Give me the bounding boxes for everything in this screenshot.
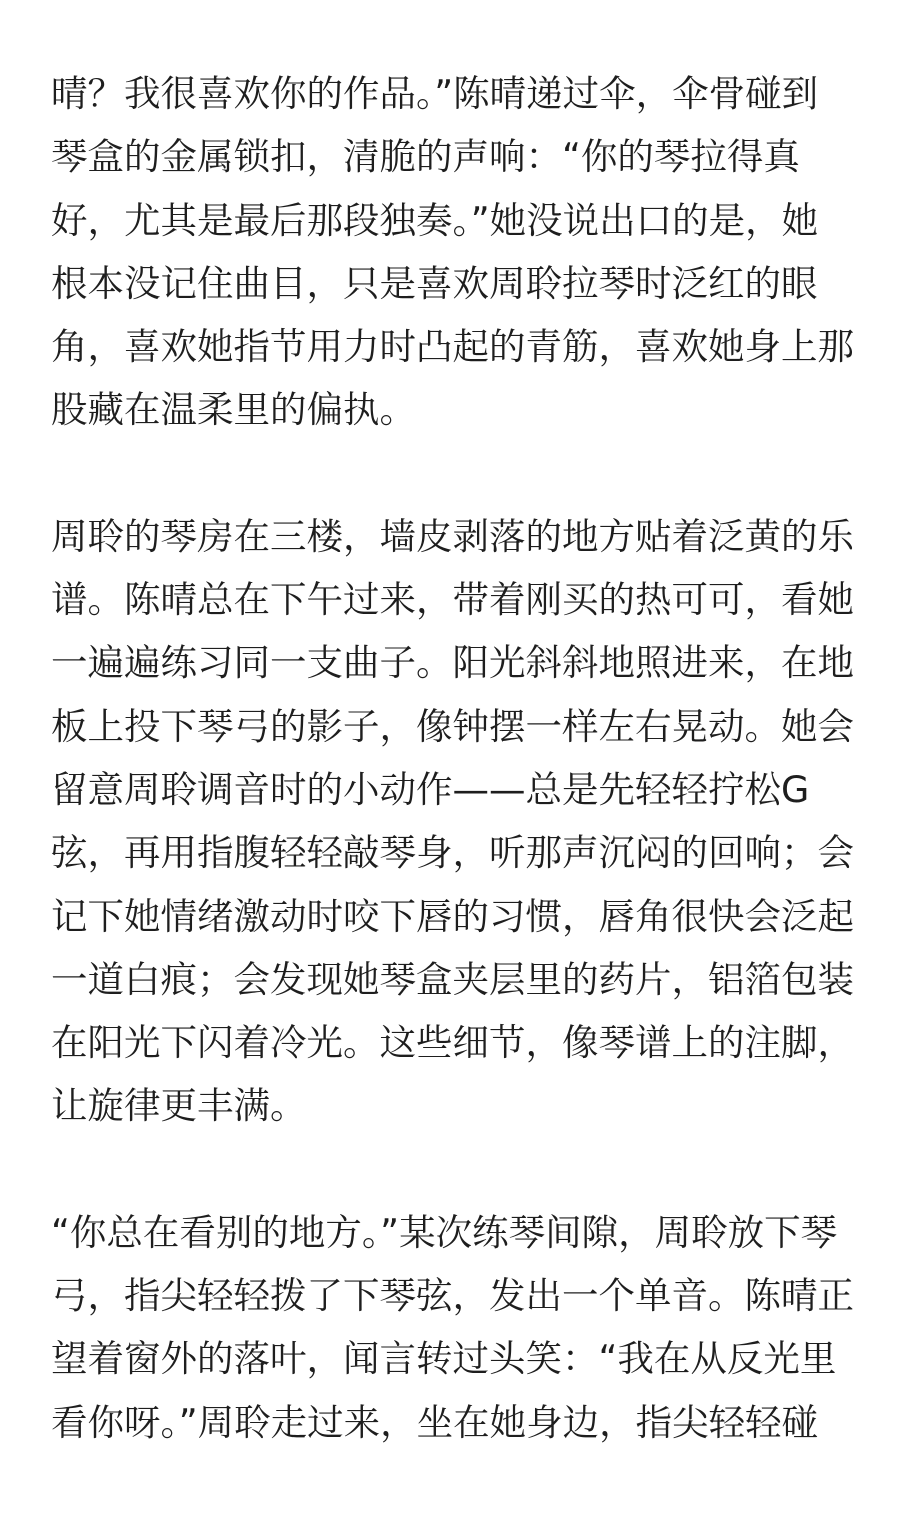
text-line: 在阳光下闪着冷光。这些细节，像琴谱上的注脚， [51,1021,854,1065]
text-line: 一道白痕；会发现她琴盒夹层里的药片，铝箔包装 [51,957,854,1001]
text-line: “你总在看别的地方。”某次练琴间隙，周聆放下琴 [51,1210,838,1254]
text-line: 根本没记住曲目，只是喜欢周聆拉琴时泛红的眼 [51,261,818,305]
text-line: 一遍遍练习同一支曲子。阳光斜斜地照进来，在地 [51,641,854,685]
text-line: 望着窗外的落叶，闻言转过头笑：“我在从反光里 [51,1337,837,1381]
article-body [51,62,857,1517]
text-line: 看你呀。”周聆走过来，坐在她身边，指尖轻轻碰 [51,1400,819,1444]
text-line: 让旋律更丰满。 [51,1084,307,1128]
text-line: 周聆的琴房在三楼，墙皮剥落的地方贴着泛黄的乐 [51,514,854,558]
text-line: 记下她情绪激动时咬下唇的习惯，唇角很快会泛起 [51,894,854,938]
text-line: 好，尤其是最后那段独奏。”她没说出口的是，她 [51,198,819,242]
text-line: 谱。陈晴总在下午过来，带着刚买的热可可，看她 [51,578,854,622]
text-line: 晴？我很喜欢你的作品。”陈晴递过伞，伞骨碰到 [51,72,819,115]
paragraph-3 [51,1201,857,1454]
text-line: 股藏在温柔里的偏执。 [51,388,416,432]
text-line: 琴盒的金属锁扣，清脆的声响：“你的琴拉得真 [51,135,800,179]
text-line: 留意周聆调音时的小动作——总是先轻轻拧松G [51,767,810,811]
text-line: 板上投下琴弓的影子，像钟摆一样左右晃动。她会 [51,704,854,748]
text-line: 弓，指尖轻轻拨了下琴弦，发出一个单音。陈晴正 [51,1274,854,1318]
paragraph-2 [51,505,857,1138]
text-line: 弦，再用指腹轻轻敲琴身，听那声沉闷的回响；会 [51,831,854,875]
text-line: 角，喜欢她指节用力时凸起的青筋，喜欢她身上那 [51,325,854,369]
paragraph-1 [51,62,857,442]
